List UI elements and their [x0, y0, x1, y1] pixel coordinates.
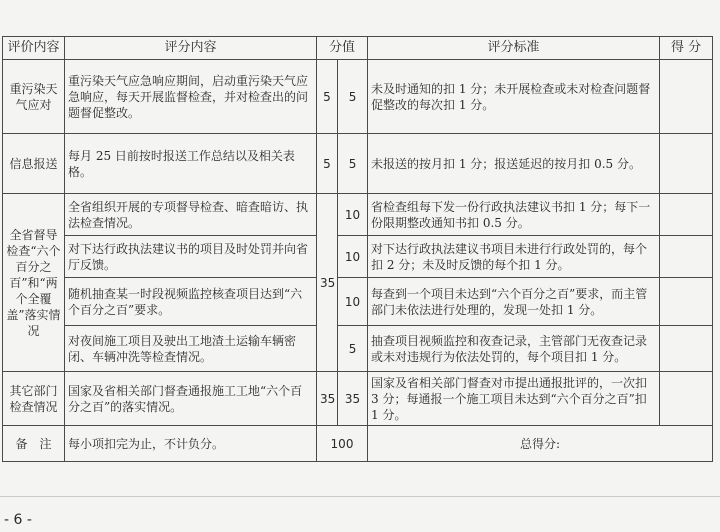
- row-points-a: 35: [317, 372, 338, 426]
- table-row: [3, 236, 713, 278]
- row-criteria: 未及时通知的扣 1 分；未开展检查或未对检查问题督促整改的每次扣 1 分。: [368, 60, 660, 134]
- row-points-a: 5: [317, 134, 338, 194]
- notes-label: 备 注: [3, 426, 65, 462]
- row-score-cell: [660, 194, 713, 236]
- total-points: 100: [317, 426, 368, 462]
- header-score: 得 分: [660, 37, 713, 60]
- row-content: 对夜间施工项目及驶出工地渣土运输车辆密闭、车辆冲洗等检查情况。: [65, 326, 317, 372]
- total-score-label: 总得分:: [368, 426, 713, 462]
- row-content: 国家及省相关部门督查通报施工工地“六个百分之百”的落实情况。: [65, 372, 317, 426]
- row-points: 5: [338, 326, 368, 372]
- row-score-cell: [660, 278, 713, 326]
- row-points-b: 5: [338, 60, 368, 134]
- row-criteria: 每查到一个项目未达到“六个百分之百”要求，而主管部门未依法进行处理的，发现一处扣 1 分。: [368, 278, 660, 326]
- header-row: [3, 37, 713, 60]
- header-points: 分值: [317, 37, 368, 60]
- row-points-a: 5: [317, 60, 338, 134]
- header-content: 评分内容: [65, 37, 317, 60]
- notes-row: [3, 426, 713, 462]
- row-category: 全省督导检查“六个百分之百”和“两个全覆盖”落实情况: [3, 194, 65, 372]
- row-criteria: 未报送的按月扣 1 分；报送延迟的按月扣 0.5 分。: [368, 134, 660, 194]
- table-row: [3, 134, 713, 194]
- table-row: [3, 326, 713, 372]
- row-points: 10: [338, 194, 368, 236]
- group-points: 35: [317, 194, 338, 372]
- scoring-table: [2, 36, 713, 462]
- row-criteria: 抽查项目视频监控和夜查记录，主管部门无夜查记录或未对违规行为依法处罚的，每个项目扣 1 分。: [368, 326, 660, 372]
- header-criteria: 评分标准: [368, 37, 660, 60]
- row-score-cell: [660, 60, 713, 134]
- row-content: 重污染天气应急响应期间，启动重污染天气应急响应，每天开展监督检查，并对检查出的问题督促整改。: [65, 60, 317, 134]
- row-content: 对下达行政执法建议书的项目及时处罚并向省厅反馈。: [65, 236, 317, 278]
- table-row: [3, 372, 713, 426]
- table-row: [3, 194, 713, 236]
- header-category: 评价内容: [3, 37, 65, 60]
- row-points-b: 35: [338, 372, 368, 426]
- row-points: 10: [338, 278, 368, 326]
- page-number: - 6 -: [4, 512, 32, 528]
- row-score-cell: [660, 372, 713, 426]
- row-category: 信息报送: [3, 134, 65, 194]
- row-score-cell: [660, 236, 713, 278]
- row-points-b: 5: [338, 134, 368, 194]
- row-points: 10: [338, 236, 368, 278]
- page-fold-line: [0, 496, 720, 497]
- row-score-cell: [660, 134, 713, 194]
- row-content: 全省组织开展的专项督导检查、暗查暗访、执法检查情况。: [65, 194, 317, 236]
- row-category: 其它部门检查情况: [3, 372, 65, 426]
- row-category: 重污染天气应对: [3, 60, 65, 134]
- notes-content: 每小项扣完为止，不计负分。: [65, 426, 317, 462]
- row-criteria: 对下达行政执法建议书项目未进行行政处罚的，每个扣 2 分；未及时反馈的每个扣 1 分。: [368, 236, 660, 278]
- row-content: 每月 25 日前按时报送工作总结以及相关表格。: [65, 134, 317, 194]
- row-criteria: 省检查组每下发一份行政执法建议书扣 1 分；每下一份限期整改通知书扣 0.5 分。: [368, 194, 660, 236]
- row-score-cell: [660, 326, 713, 372]
- table-row: [3, 278, 713, 326]
- table-row: [3, 60, 713, 134]
- row-content: 随机抽查某一时段视频监控核查项目达到“六个百分之百”要求。: [65, 278, 317, 326]
- row-criteria: 国家及省相关部门督查对市提出通报批评的，一次扣 3 分；每通报一个施工项目未达到“六个百分之百”扣 1 分。: [368, 372, 660, 426]
